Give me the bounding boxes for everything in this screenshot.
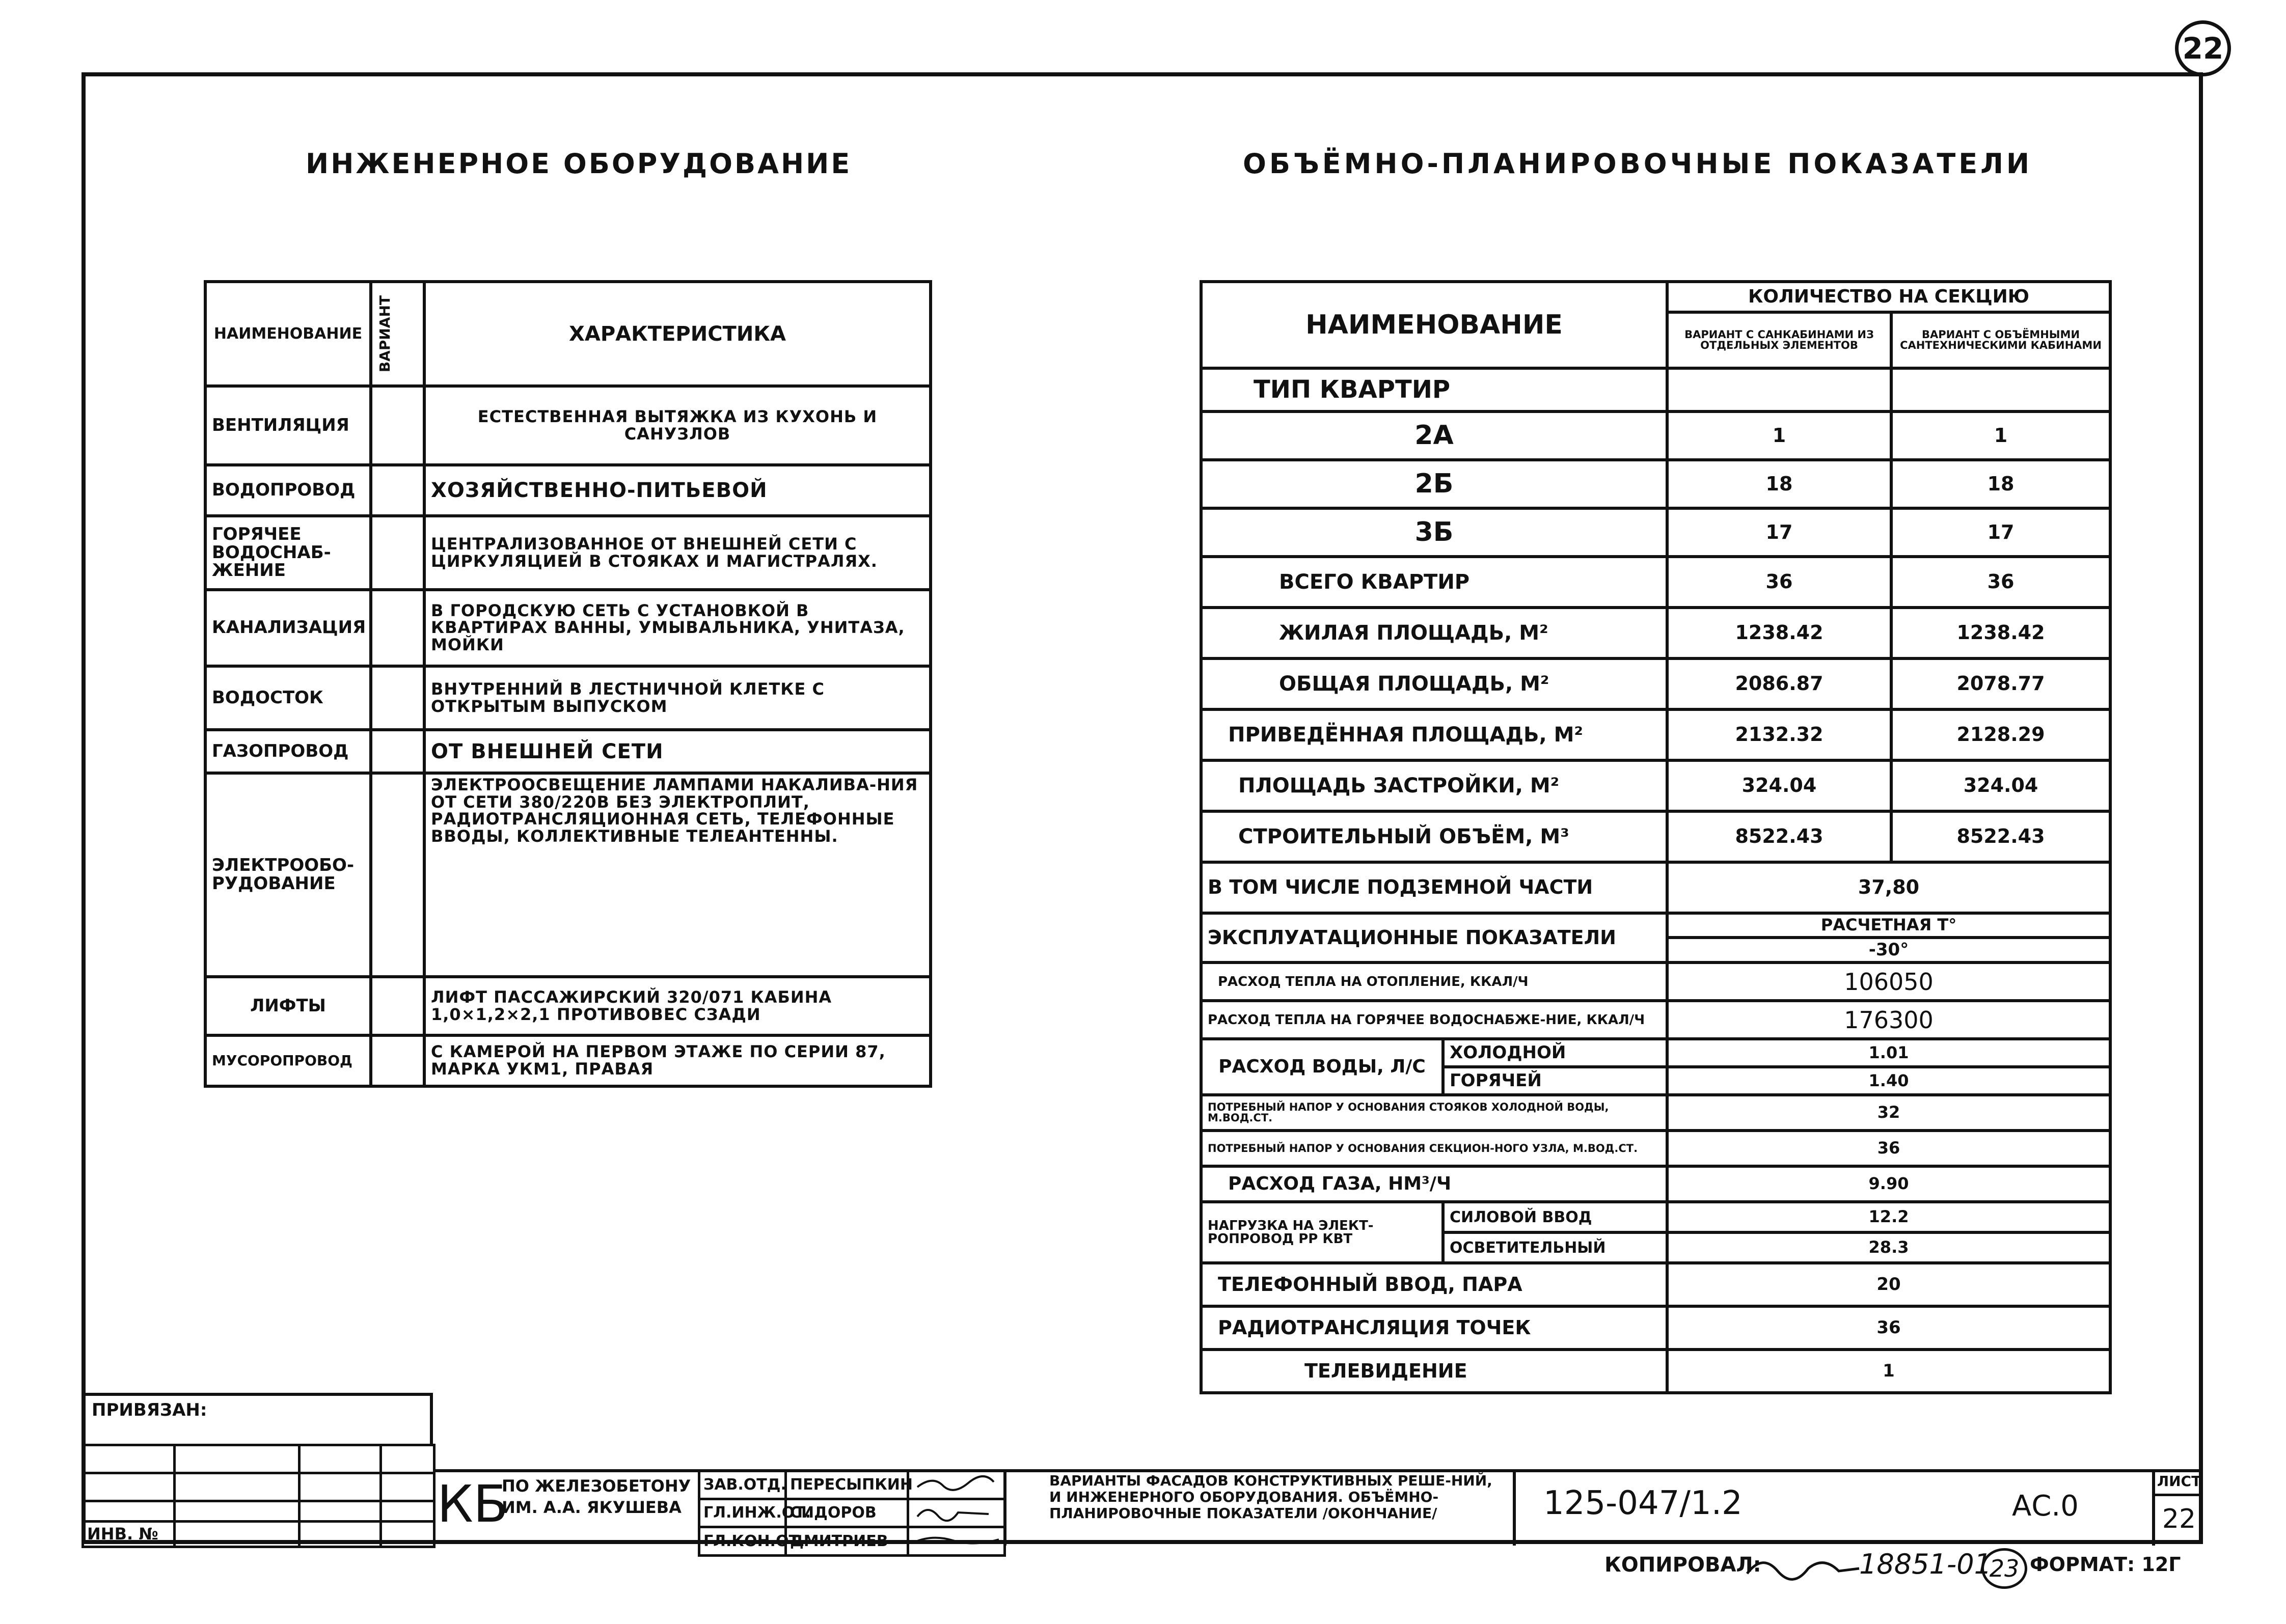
pressure1-label: ПОТРЕБНЫЙ НАПОР У ОСНОВАНИЯ СТОЯКОВ ХОЛОДНОЙ ВОДЫ, М.ВОД.СТ. [1201,1095,1667,1131]
sheet-box [2152,1469,2203,1546]
calc-value: -30° [1667,938,2110,963]
gas-label: РАСХОД ГАЗА, НМ³/Ч [1201,1166,1667,1202]
inv-label: ИНВ. № [83,1522,175,1547]
power-sil-value: 12.2 [1667,1202,2110,1232]
heat-heating-value: 106050 [1667,962,2110,1001]
signatures-table [698,1469,1006,1557]
table-row: ЭЛЕКТРООБО-РУДОВАНИЕ ЭЛЕКТРООСВЕЩЕНИЕ ЛАМПАМИ НАКАЛИВА-НИЯ ОТ СЕТИ 380/220В БЕЗ ЭЛЕКТРОПЛИТ, РАДИОТРАНСЛЯЦИОННАЯ СЕТЬ, ТЕЛЕФОННЫЕ ВВОДЫ, КОЛЛЕКТИВНЫЕ ТЕЛЕАНТЕННЫ. [205,773,931,977]
org-text: ПО ЖЕЛЕЗОБЕТОНУ ИМ. А.А. ЯКУШЕВА [502,1476,691,1517]
table-row: ПЛОЩАДЬ ЗАСТРОЙКИ, М² 324.04 324.04 [1201,760,2110,811]
calc-label: РАСЧЕТНАЯ T° [1667,913,2110,938]
vol-header-qty: КОЛИЧЕСТВО НА СЕКЦИЮ [1667,282,2110,312]
table-row: 2Б 18 18 [1201,460,2110,508]
table-row: 3Б 17 17 [1201,508,2110,557]
apartment-type-label: ТИП КВАРТИР [1201,368,1667,411]
vol-header-name: НАИМЕНОВАНИЕ [1201,282,1667,368]
header-variant: ВАРИАНТ [371,282,424,386]
table-row: 2А 1 1 [1201,411,2110,460]
role-1: ЗАВ.ОТД. [699,1471,786,1499]
sheet-description: ВАРИАНТЫ ФАСАДОВ КОНСТРУКТИВНЫХ РЕШЕ-НИЙ, И ИНЖЕНЕРНОГО ОБОРУДОВАНИЯ. ОБЪЁМНО-ПЛАНИРОВОЧНЫЕ ПОКАЗАТЕЛИ /ОКОНЧАНИЕ/ [1049,1472,1492,1522]
signature-1 [908,1471,1005,1499]
engineering-title: ИНЖЕНЕРНОЕ ОБОРУДОВАНИЕ [306,148,852,180]
privyazan-box [81,1393,433,1444]
water-cold-label: ХОЛОДНОЙ [1443,1039,1667,1067]
table-row: ЛИФТЫ ЛИФТ ПАССАЖИРСКИЙ 320/071 КАБИНА 1,0×1,2×2,1 ПРОТИВОВЕС СЗАДИ [205,977,931,1035]
table-row: ЖИЛАЯ ПЛОЩАДЬ, М² 1238.42 1238.42 [1201,608,2110,658]
left-stamp-grid [81,1444,436,1548]
header-name: НАИМЕНОВАНИЕ [205,282,371,386]
copy-number: 18851-01 [1859,1548,1992,1580]
power-label: НАГРУЗКА НА ЭЛЕКТ-РОПРОВОД РР КВТ [1201,1202,1443,1263]
table-row: ВОДОСТОК ВНУТРЕННИЙ В ЛЕСТНИЧНОЙ КЛЕТКЕ С ОТКРЫТЫМ ВЫПУСКОМ [205,666,931,730]
water-label: РАСХОД ВОДЫ, Л/С [1201,1039,1443,1095]
table-row: ОБЩАЯ ПЛОЩАДЬ, М² 2086.87 2078.77 [1201,658,2110,709]
role-2: ГЛ.ИНЖ.ОТ. [699,1499,786,1527]
table-row: ВОДОПРОВОД ХОЗЯЙСТВЕННО-ПИТЬЕВОЙ [205,465,931,516]
power-light-label: ОСВЕТИТЕЛЬНЫЙ [1443,1232,1667,1263]
copy-circle: 23 [1981,1548,2027,1589]
table-row: ГОРЯЧЕЕ ВОДОСНАБ-ЖЕНИЕ ЦЕНТРАЛИЗОВАННОЕ ОТ ВНЕШНЕЙ СЕТИ С ЦИРКУЛЯЦИЕЙ В СТОЯКАХ И МАГИСТРАЛЯХ. [205,516,931,590]
power-light-value: 28.3 [1667,1232,2110,1263]
heat-water-value: 176300 [1667,1001,2110,1039]
table-row: СТРОИТЕЛЬНЫЙ ОБЪЁМ, М³ 8522.43 8522.43 [1201,811,2110,862]
role-3: ГЛ.КОН.ОТ. [699,1527,786,1556]
signature-3 [908,1527,1005,1556]
divider [1513,1469,1516,1546]
tv-value: 1 [1667,1350,2110,1393]
table-row: МУСОРОПРОВОД С КАМЕРОЙ НА ПЕРВОМ ЭТАЖЕ ПО СЕРИИ 87, МАРКА УКМ1, ПРАВАЯ [205,1035,931,1086]
sheet-label: ЛИСТ [2155,1469,2203,1496]
pressure2-value: 36 [1667,1131,2110,1166]
volume-title: ОБЪЁМНО-ПЛАНИРОВОЧНЫЕ ПОКАЗАТЕЛИ [1243,148,2033,180]
table-row: ПРИВЕДЁННАЯ ПЛОЩАДЬ, М² 2132.32 2128.29 [1201,709,2110,760]
name-3: ДМИТРИЕВ [786,1527,908,1556]
table-row: КАНАЛИЗАЦИЯ В ГОРОДСКУЮ СЕТЬ С УСТАНОВКОЙ В КВАРТИРАХ ВАННЫ, УМЫВАЛЬНИКА, УНИТАЗА, МОЙКИ [205,590,931,666]
table-row: ВЕНТИЛЯЦИЯ ЕСТЕСТВЕННАЯ ВЫТЯЖКА ИЗ КУХОНЬ И САНУЗЛОВ [205,386,931,465]
phone-value: 20 [1667,1263,2110,1306]
copied-label: КОПИРОВАЛ: [1604,1553,1761,1577]
signature-2 [908,1499,1005,1527]
pressure1-value: 32 [1667,1095,2110,1131]
water-hot-label: ГОРЯЧЕЙ [1443,1067,1667,1095]
header-characteristic: ХАРАКТЕРИСТИКА [424,282,931,386]
table-row: ГАЗОПРОВОД ОТ ВНЕШНЕЙ СЕТИ [205,730,931,773]
name-2: СИДОРОВ [786,1499,908,1527]
engineering-table [204,280,932,1088]
sheet-value: 22 [2162,1504,2196,1534]
copyist-signature [1742,1548,1864,1586]
underground-value: 37,80 [1667,862,2110,913]
name-1: ПЕРЕСЫПКИН [786,1471,908,1499]
vol-header-var1: ВАРИАНТ С САНКАБИНАМИ ИЗ ОТДЕЛЬНЫХ ЭЛЕМЕНТОВ [1667,312,1891,368]
power-sil-label: СИЛОВОЙ ВВОД [1443,1202,1667,1232]
exploit-label: ЭКСПЛУАТАЦИОННЫЕ ПОКАЗАТЕЛИ [1201,913,1667,962]
org-kb: КБ [437,1474,508,1534]
water-cold-value: 1.01 [1667,1039,2110,1067]
drawing-mark: АС.0 [2012,1490,2079,1523]
heat-water-label: РАСХОД ТЕПЛА НА ГОРЯЧЕЕ ВОДОСНАБЖЕ-НИЕ, ККАЛ/Ч [1201,1001,1667,1039]
phone-label: ТЕЛЕФОННЫЙ ВВОД, ПАРА [1201,1263,1667,1306]
volume-table [1200,280,2112,1394]
radio-value: 36 [1667,1306,2110,1350]
drawing-code: 125-047/1.2 [1543,1484,1743,1522]
table-row: ВСЕГО КВАРТИР 36 36 [1201,557,2110,608]
pressure2-label: ПОТРЕБНЫЙ НАПОР У ОСНОВАНИЯ СЕКЦИОН-НОГО УЗЛА, М.ВОД.СТ. [1201,1131,1667,1166]
radio-label: РАДИОТРАНСЛЯЦИЯ ТОЧЕК [1201,1306,1667,1350]
water-hot-value: 1.40 [1667,1067,2110,1095]
tv-label: ТЕЛЕВИДЕНИЕ [1201,1350,1667,1393]
gas-value: 9.90 [1667,1166,2110,1202]
privyazan-label: ПРИВЯЗАН: [92,1400,207,1420]
format-label: ФОРМАТ: 12Г [2030,1553,2181,1576]
vol-header-var2: ВАРИАНТ С ОБЪЁМНЫМИ САНТЕХНИЧЕСКИМИ КАБИНАМИ [1891,312,2110,368]
divider [1003,1469,1006,1546]
heat-heating-label: РАСХОД ТЕПЛА НА ОТОПЛЕНИЕ, ККАЛ/Ч [1201,962,1667,1001]
sheet-number-circle: 22 [2175,20,2231,76]
underground-label: В ТОМ ЧИСЛЕ ПОДЗЕМНОЙ ЧАСТИ [1201,862,1667,913]
